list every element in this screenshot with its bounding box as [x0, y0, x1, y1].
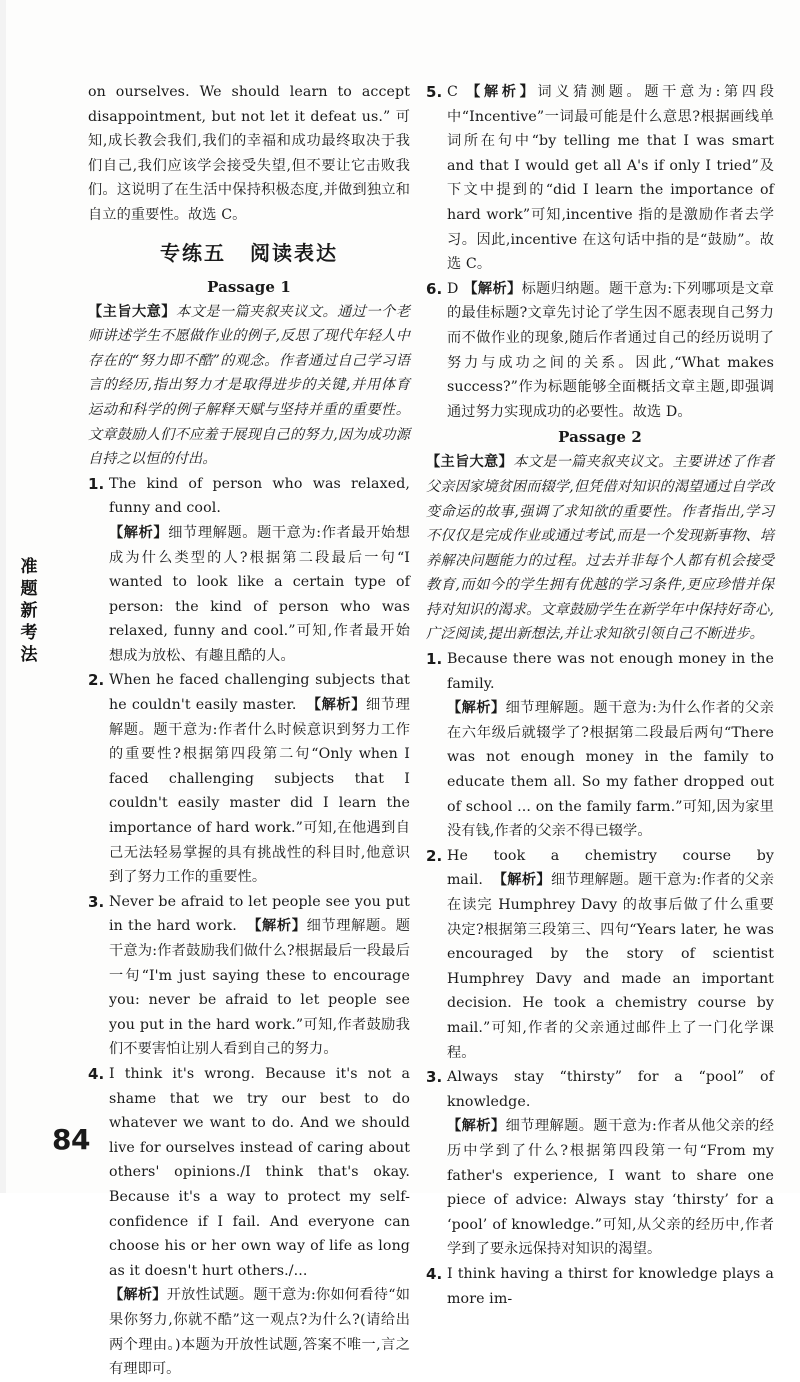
explanation: [109, 1283, 410, 1381]
item-number: 5.: [426, 83, 443, 101]
summary-text: 本文是一篇夹叙夹议文。主要讲述了作者父亲因家境贫困而辍学,但凭借对知识的渴望通过自学改变命运的故事,强调了求知欲的重要性。作者指出,学习不仅仅是完成作业或通过考试,而是一个发现新事物、培养解决问题能力的过程。过去并非每个人都有机会接受教育,而如今的学生拥有优越的学习条件,更应珍惜并保持对知识的渴求。文章鼓励学生在新学年中保持好奇心,广泛阅读,提出新想法,并让求知欲引领自己不断进步。: [426, 454, 774, 643]
analysis-tag: 【解析】: [109, 1287, 167, 1304]
explanation-text: 细节理解题。题干意为:作者鼓励我们做什么?根据最后一段最后一句“I'm just saying these to encourage you: never be afraid to let people see you put in the hard work.”可知,作者鼓励我们不要害怕让别人看到自己的努力。: [109, 918, 410, 1058]
side-tab-char: 准: [20, 557, 38, 577]
answer-text: The kind of person who was relaxed, funny and cool.: [109, 475, 410, 517]
right-column: [426, 80, 774, 1311]
item-number: 4.: [88, 1064, 105, 1083]
item-number: 6.: [426, 279, 443, 298]
answer-item-p2-4: [426, 1262, 774, 1311]
explanation: [109, 521, 410, 669]
passage-1-summary: [88, 300, 410, 472]
section-title-number: 专练五: [160, 240, 226, 265]
side-tab-label: [18, 556, 40, 666]
analysis-tag: 【解析】: [247, 918, 307, 935]
analysis-tag: 【解析】: [492, 872, 551, 889]
explanation-text: 细节理解题。题干意为:作者的父亲在读完 Humphrey Davy 的故事后做了什么重要决定?根据第三段第三、四句“Years later, he was encouraged by the story of scientist Humphrey Davy and made an important decision. He took a chemistry course by mail.”可知,作者的父亲通过邮件上了一门化学课程。: [447, 872, 774, 1061]
left-column: [88, 80, 410, 1382]
analysis-tag: 【解析】: [109, 524, 169, 541]
explanation-text: 标题归纳题。题干意为:下列哪项是文章的最佳标题?文章先讨论了学生因不愿表现自己努力而不做作业的现象,随后作者通过自己的经历说明了努力与成功之间的关系。因此,“What makes success?”作为标题能够全面概括文章主题,即强调通过努力实现成功的必要性。故选 D。: [447, 280, 774, 420]
answer-text: He took a chemistry course by mail.: [447, 847, 774, 889]
section-title-text: 阅读表达: [250, 240, 338, 265]
item-number: 3.: [88, 892, 105, 911]
answer-text: C: [447, 84, 458, 100]
side-tab-char: 题: [20, 579, 38, 599]
side-tab-char: 考: [20, 623, 38, 643]
answer-item-4: [88, 1062, 410, 1382]
explanation-text: 细节理解题。题干意为:为什么作者的父亲在六年级后就辍学了?根据第二段最后两句“There was not enough money in the family to educate them all. So my father dropped out of school ... on the family farm.”可知,因为家里没有钱,作者的父亲不得已辍学。: [447, 700, 775, 840]
item-number: 2.: [88, 671, 105, 690]
explanation-text: 细节理解题。题干意为:作者什么时候意识到努力工作的重要性?根据第四段第二句“Only when I faced challenging subjects that I couldn't easily master did I learn the importance of hard work.”可知,在他遇到自己无法轻易掌握的具有挑战性的科目时,他意识到了努力工作的重要性。: [109, 697, 410, 886]
explanation-text: 词义猜测题。题干意为:第四段中“Incentive”一词最可能是什么意思?根据画线单词所在句中“by telling me that I was smart and that I would get all A's if only I tried”及下文中提到的“did I learn the importance of hard work”可知,incentive 指的是激励作者去学习。因此,incentive 在这句话中指的是“鼓励”。故选 C。: [447, 84, 774, 273]
section-title: [88, 238, 410, 268]
answer-item-5: [426, 80, 774, 277]
answer-item-6: [426, 277, 774, 425]
answer-text: Never be afraid to let people see you put in the hard work.: [109, 893, 410, 935]
passage-2-summary: [426, 450, 774, 647]
answer-text: When he faced challenging subjects that he couldn't easily master.: [109, 672, 410, 714]
analysis-tag: 【解析】: [447, 700, 506, 717]
item-number: 1.: [88, 474, 105, 493]
passage-2-title: Passage 2: [558, 428, 642, 447]
explanation: [447, 1114, 774, 1262]
analysis-tag: 【解析】: [466, 84, 538, 100]
answer-item-3: [88, 890, 410, 1062]
answer-text: I think it's wrong. Because it's not a shame that we try our best to do whatever we want to do. And we should live for ourselves instead of caring about others' opinions./I think that's okay. Because it's a way to protect my self-confidence if I fail. And everyone can choose his or her own way of life as long as it doesn't hurt others./...: [109, 1065, 410, 1279]
summary-text: 本文是一篇夹叙夹议文。通过一个老师讲述学生不愿做作业的例子,反思了现代年轻人中存在的“努力即不酷”的观念。作者通过自己学习语言的经历,指出努力才是取得进步的关键,并用体育运动和科学的例子解释天赋与坚持并重的重要性。文章鼓励人们不应羞于展现自己的努力,因为成功源自持之以恒的付出。: [88, 303, 410, 468]
summary-label: 【主旨大意】: [426, 454, 514, 471]
analysis-tag: 【解析】: [463, 280, 522, 297]
intro-paragraph: on ourselves. We should learn to accept disappointment, but not let it defeat us.” 可知,成长教会我们,我们的幸福和成功最终取决于我们自己,我们应该学会接受失望,但不要让它击败我们。这说明了在生活中保持积极态度,并做到独立和自立的重要性。故选 C。: [88, 84, 410, 223]
explanation-text: 开放性试题。题干意为:你如何看待“如果你努力,你就不酷”这一观点?为什么?(请给出两个理由。)本题为开放性试题,答案不唯一,言之有理即可。: [109, 1287, 410, 1378]
summary-label: 【主旨大意】: [88, 303, 176, 320]
answer-text: Because there was not enough money in the family.: [447, 651, 774, 692]
answer-item-p2-1: [426, 647, 774, 844]
answer-text: I think having a thirst for knowledge plays a more im-: [447, 1265, 774, 1307]
explanation-text: 细节理解题。题干意为:作者从他父亲的经历中学到了什么?根据第四段第一句“From my father's experience, I want to share one piece of advice: Always stay ‘thirsty’ for a ‘pool’ of knowledge.”可知,从父亲的经历中,作者学到了要永远保持对知识的渴望。: [447, 1118, 775, 1258]
page-number: 84: [52, 1123, 90, 1156]
answer-item-2: [88, 668, 410, 889]
passage-1-title: Passage 1: [207, 277, 291, 296]
answer-text: Always stay “thirsty” for a “pool” of knowledge.: [447, 1069, 774, 1110]
page-gutter: [0, 0, 6, 1193]
analysis-tag: 【解析】: [447, 1118, 506, 1135]
answer-item-p2-3: [426, 1065, 774, 1262]
item-number: 2.: [426, 846, 443, 865]
item-number: 4.: [426, 1264, 443, 1283]
explanation-text: 细节理解题。题干意为:作者最开始想成为什么类型的人?根据第二段最后一句“I wanted to look like a certain type of person: the kind of person who was relaxed, funny and cool.”可知,作者最开始想成为放松、有趣且酷的人。: [109, 524, 411, 664]
analysis-tag: 【解析】: [306, 697, 367, 714]
answer-item-1: [88, 472, 410, 669]
side-tab-char: 法: [20, 645, 38, 665]
side-tab-char: 新: [20, 601, 38, 621]
answer-item-p2-2: [426, 844, 774, 1065]
answer-text: D: [447, 280, 459, 297]
item-number: 1.: [426, 650, 443, 669]
item-number: 3.: [426, 1068, 443, 1087]
explanation: [447, 696, 774, 844]
